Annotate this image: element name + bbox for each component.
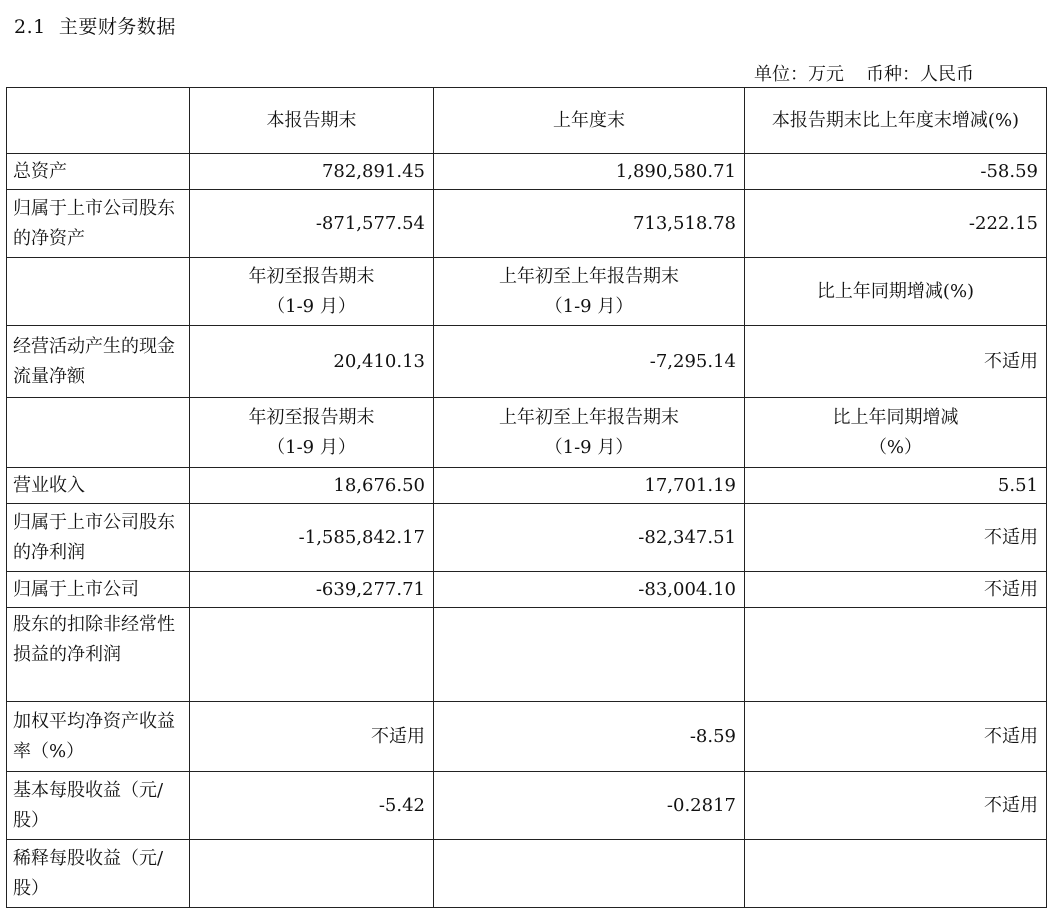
header-line: 上年初至上年报告期末 [499, 406, 679, 428]
row-label: 归属于上市公司股东的净利润 [7, 504, 190, 572]
row-label: 稀释每股收益（元/股） [7, 840, 190, 908]
cell-value [190, 608, 434, 702]
cell-value: -8.59 [434, 702, 745, 772]
header-line: （1-9 月） [544, 295, 634, 317]
row-label: 经营活动产生的现金流量净额 [7, 326, 190, 398]
cell-value: -58.59 [745, 154, 1047, 190]
table-row [7, 468, 1047, 504]
header-line: （1-9 月） [267, 436, 356, 458]
cell-value: 1,890,580.71 [434, 154, 745, 190]
row-label: 总资产 [7, 154, 190, 190]
subheader-row [7, 258, 1047, 326]
header-cell: 本报告期末 [190, 88, 434, 154]
financial-data-table [6, 87, 1047, 908]
header-line: （1-9 月） [267, 295, 356, 317]
table-header-row [7, 88, 1047, 154]
row-label: 股东的扣除非经常性损益的净利润 [7, 608, 190, 702]
header-cell: 上年度末 [434, 88, 745, 154]
section-title: 主要财务数据 [58, 16, 176, 38]
cell-value: -83,004.10 [434, 572, 745, 608]
cell-value [434, 608, 745, 702]
cell-value: -82,347.51 [434, 504, 745, 572]
header-empty-cell [7, 398, 190, 468]
table-row [7, 702, 1047, 772]
row-label: 基本每股收益（元/股） [7, 772, 190, 840]
header-cell [190, 398, 434, 468]
table-row [7, 572, 1047, 608]
cell-value: 20,410.13 [190, 326, 434, 398]
header-cell [434, 258, 745, 326]
table-row [7, 608, 1047, 702]
unit-currency-line [754, 60, 974, 86]
table-row [7, 326, 1047, 398]
cell-value: 不适用 [745, 572, 1047, 608]
cell-value: 5.51 [745, 468, 1047, 504]
row-label: 加权平均净资产收益率（%） [7, 702, 190, 772]
cell-value: 17,701.19 [434, 468, 745, 504]
header-line: 上年初至上年报告期末 [499, 265, 679, 287]
cell-value: 18,676.50 [190, 468, 434, 504]
cell-value [434, 840, 745, 908]
cell-value [745, 840, 1047, 908]
cell-value: 不适用 [190, 702, 434, 772]
cell-value: 713,518.78 [434, 190, 745, 258]
cell-value: -1,585,842.17 [190, 504, 434, 572]
cell-value: 782,891.45 [190, 154, 434, 190]
table-row [7, 772, 1047, 840]
table-row [7, 154, 1047, 190]
cell-value: 不适用 [745, 702, 1047, 772]
cell-value [745, 608, 1047, 702]
cell-value: -5.42 [190, 772, 434, 840]
header-empty-cell [7, 88, 190, 154]
table-row [7, 504, 1047, 572]
cell-value: -222.15 [745, 190, 1047, 258]
cell-value: 不适用 [745, 326, 1047, 398]
header-empty-cell [7, 258, 190, 326]
cell-value: -871,577.54 [190, 190, 434, 258]
row-label: 归属于上市公司 [7, 572, 190, 608]
cell-value: -0.2817 [434, 772, 745, 840]
table-row [7, 190, 1047, 258]
header-line: 年初至报告期末 [248, 265, 375, 287]
header-cell: 本报告期末比上年度末增减(%) [745, 88, 1047, 154]
header-cell [745, 398, 1047, 468]
section-heading [14, 12, 176, 39]
unit-label: 单位：万元 [754, 64, 844, 85]
header-cell [434, 398, 745, 468]
cell-value: -7,295.14 [434, 326, 745, 398]
subheader-row [7, 398, 1047, 468]
cell-value: -639,277.71 [190, 572, 434, 608]
currency-label: 币种：人民币 [866, 64, 974, 85]
header-line: （1-9 月） [544, 436, 634, 458]
cell-value [190, 840, 434, 908]
header-line: 比上年同期增减 [832, 406, 959, 428]
header-line: 年初至报告期末 [248, 406, 375, 428]
cell-value: 不适用 [745, 772, 1047, 840]
cell-value: 不适用 [745, 504, 1047, 572]
header-cell: 比上年同期增减(%) [745, 258, 1047, 326]
header-cell [190, 258, 434, 326]
section-number: 2.1 [14, 16, 46, 38]
row-label: 归属于上市公司股东的净资产 [7, 190, 190, 258]
header-line: （%） [868, 436, 923, 458]
table-row [7, 840, 1047, 908]
row-label: 营业收入 [7, 468, 190, 504]
